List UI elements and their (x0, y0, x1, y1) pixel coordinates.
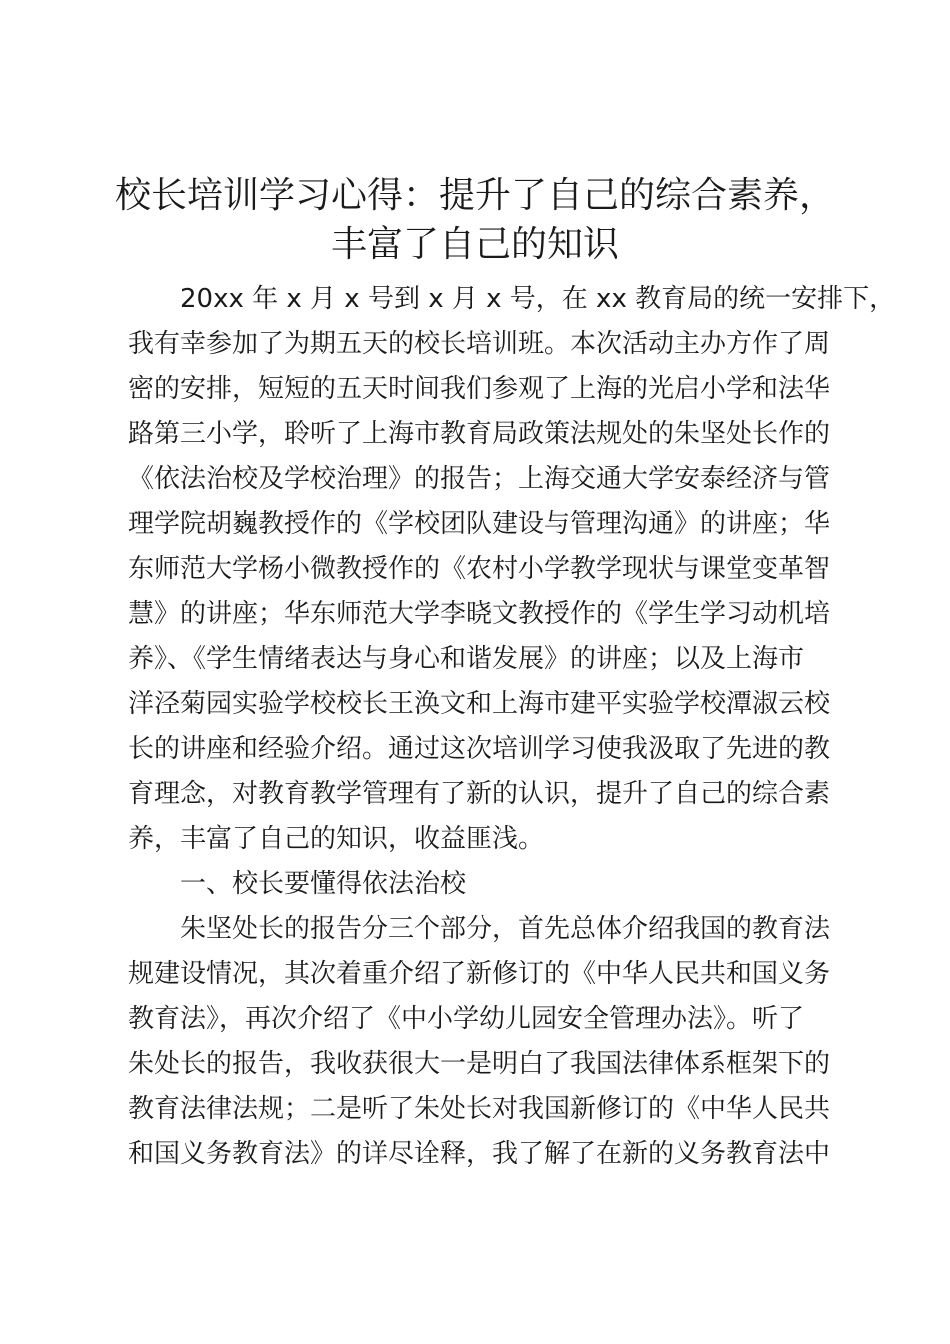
body-line-10: 洋泾菊园实验学校校长王涣文和上海市建平实验学校潭淑云校 (128, 689, 831, 719)
body-line-2: 我有幸参加了为期五天的校长培训班。本次活动主办方作了周 (128, 329, 831, 359)
body-line-18: 朱处长的报告，我收获很大一是明白了我国法律体系框架下的 (128, 1049, 831, 1079)
section-heading-1: 一、校长要懂得依法治校 (128, 869, 467, 899)
body-line-12: 育理念，对教育教学管理有了新的认识，提升了自己的综合素 (128, 779, 831, 809)
document-title-line-2: 丰富了自己的知识 (330, 224, 619, 265)
document-title-line-1: 校长培训学习心得：提升了自己的综合素养， (114, 175, 835, 216)
body-line-7: 东师范大学杨小微教授作的《农村小学教学现状与课堂变革智 (128, 554, 831, 584)
body-line-3: 密的安排，短短的五天时间我们参观了上海的光启小学和法华 (128, 374, 831, 404)
body-line-6: 理学院胡巍教授作的《学校团队建设与管理沟通》的讲座；华 (128, 509, 831, 539)
body-line-4: 路第三小学，聆听了上海市教育局政策法规处的朱坚处长作的 (128, 419, 831, 449)
body-line-13: 养，丰富了自己的知识，收益匪浅。 (128, 824, 545, 854)
body-line-15: 朱坚处长的报告分三个部分，首先总体介绍我国的教育法 (128, 914, 831, 944)
body-line-16: 规建设情况，其次着重介绍了新修订的《中华人民共和国义务 (128, 959, 831, 989)
body-line-17: 教育法》，再次介绍了《中小学幼儿园安全管理办法》。听了 (128, 1004, 805, 1034)
body-line-11: 长的讲座和经验介绍。通过这次培训学习使我汲取了先进的教 (128, 734, 831, 764)
body-line-1: 20xx 年 x 月 x 号到 x 月 x 号，在 xx 教育局的统一安排下， (128, 284, 896, 314)
body-line-19: 教育法律法规；二是听了朱处长对我国新修订的《中华人民共 (128, 1094, 831, 1124)
body-line-20: 和国义务教育法》的详尽诠释，我了解了在新的义务教育法中 (128, 1139, 831, 1169)
body-line-8: 慧》的讲座；华东师范大学李晓文教授作的《学生学习动机培 (128, 599, 831, 629)
body-line-5: 《依法治校及学校治理》的报告；上海交通大学安泰经济与管 (128, 464, 831, 494)
body-line-9: 养》、《学生情绪表达与身心和谐发展》的讲座；以及上海市 (128, 644, 805, 674)
